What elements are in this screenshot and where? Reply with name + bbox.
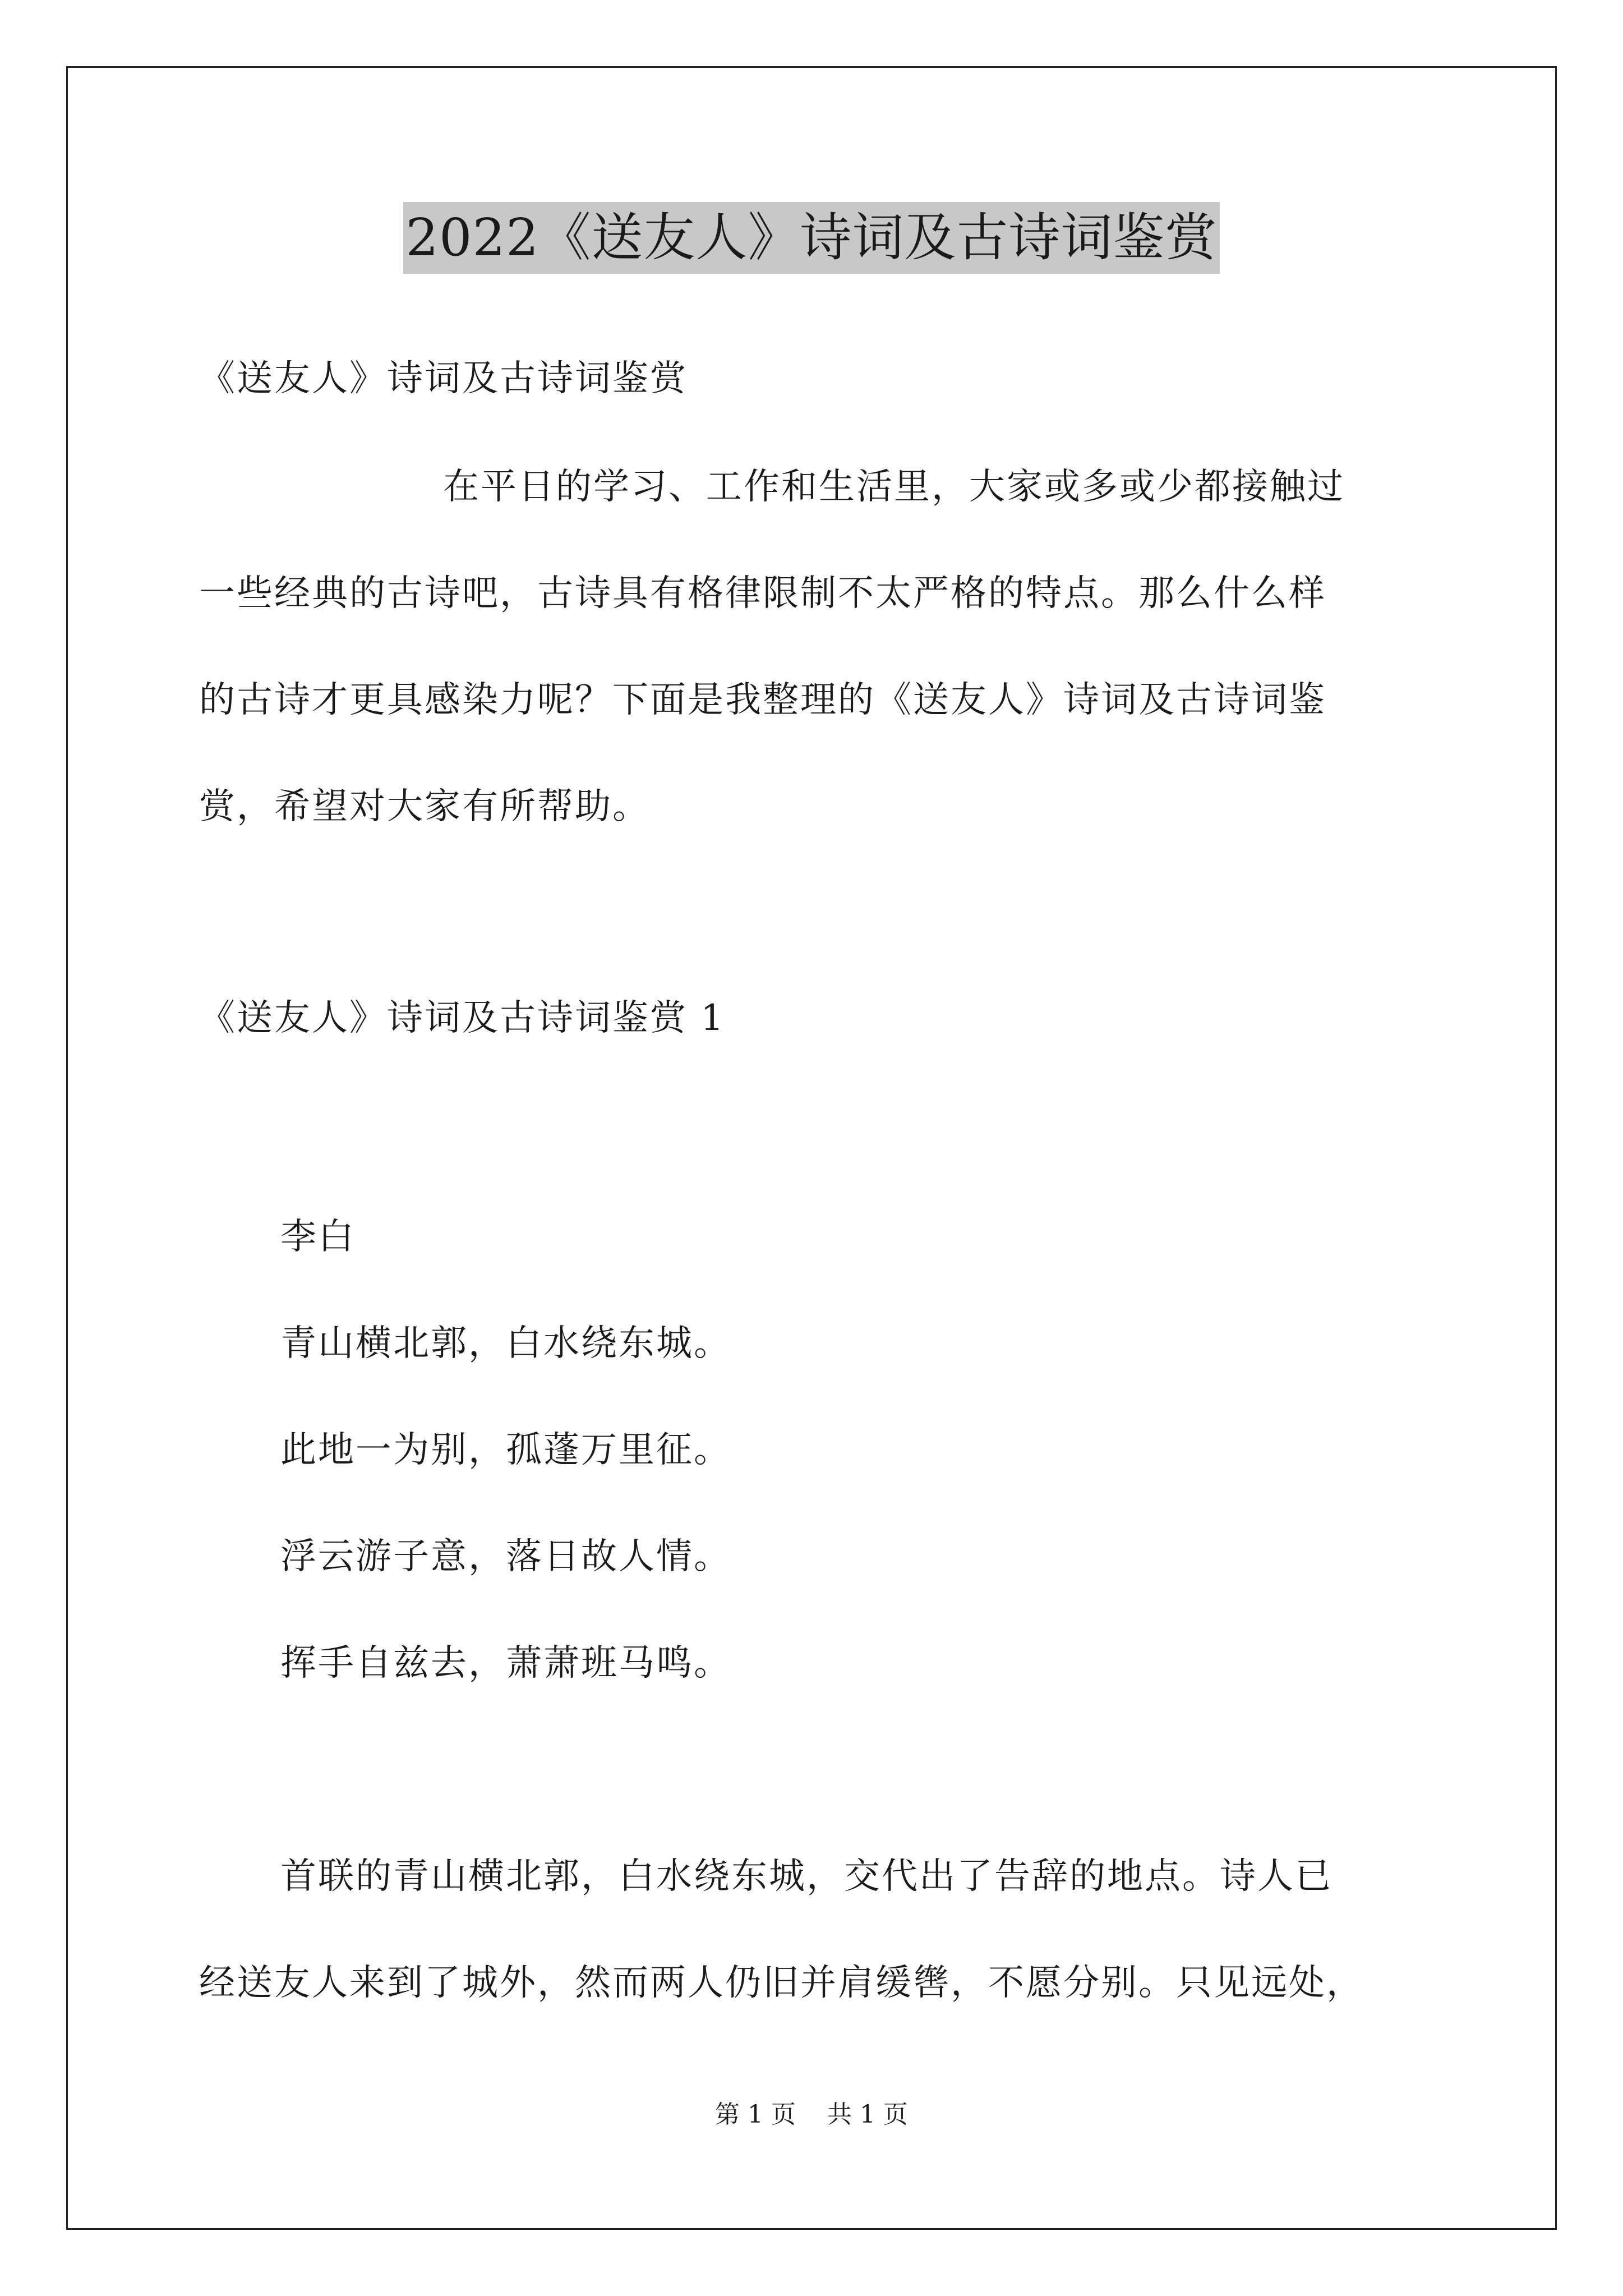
poem-author: 李白 — [280, 1216, 356, 1258]
title-container — [0, 202, 1623, 274]
poem-line: 浮云游子意，落日故人情。 — [280, 1536, 731, 1577]
intro-line-1: 在平日的学习、工作和生活里，大家或多或少都接触过 — [443, 466, 1345, 508]
subtitle: 《送友人》诗词及古诗词鉴赏 — [199, 358, 688, 399]
section-heading: 《送友人》诗词及古诗词鉴赏 1 — [199, 997, 726, 1039]
intro-line-2: 一些经典的古诗吧，古诗具有格律限制不太严格的特点。那么什么样 — [199, 573, 1326, 614]
analysis-line-2: 经送友人来到了城外，然而两人仍旧并肩缓辔，不愿分别。只见远处， — [199, 1962, 1364, 2004]
intro-line-3: 的古诗才更具感染力呢？下面是我整理的《送友人》诗词及古诗词鉴 — [199, 679, 1326, 721]
poem-line: 挥手自兹去，萧萧班马鸣。 — [280, 1642, 731, 1684]
intro-line-4: 赏，希望对大家有所帮助。 — [199, 786, 650, 827]
page-footer: 第 1 页 共 1 页 — [715, 2100, 908, 2129]
analysis-line-1: 首联的青山横北郭，白水绕东城，交代出了告辞的地点。诗人已 — [280, 1856, 1332, 1897]
document-title: 2022《送友人》诗词及古诗词鉴赏 — [403, 202, 1219, 274]
poem-line: 此地一为别，孤蓬万里征。 — [280, 1429, 731, 1471]
poem-line: 青山横北郭，白水绕东城。 — [280, 1323, 731, 1364]
